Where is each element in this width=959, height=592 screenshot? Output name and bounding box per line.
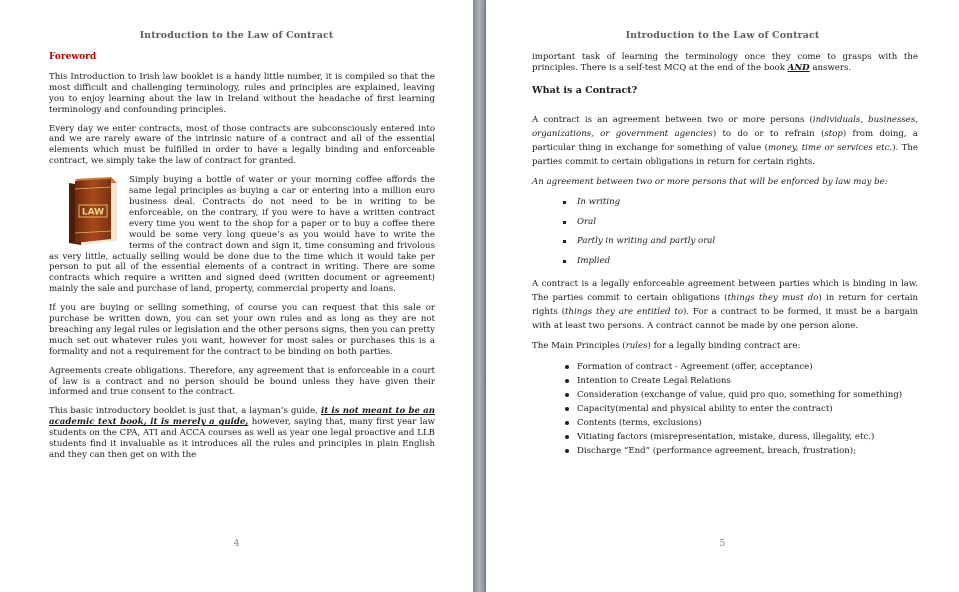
right-page-content — [532, 52, 918, 460]
right-page — [486, 0, 959, 592]
italic-text: things they must do — [727, 293, 819, 304]
paragraph-text: ) for a legally binding contract are: — [647, 341, 801, 352]
list-item: Contents (terms, exclusions) — [577, 418, 918, 429]
page-header: Introduction to the Law of Contract — [139, 30, 334, 41]
paragraph-text: ). For a contract to be formed, it must be a bargain with at least two persons. A contract cannot be made by one person alone. — [532, 307, 918, 332]
list-item: Intention to Create Legal Relations — [577, 376, 918, 387]
emphasis-text: it is not meant to be an academic text book, it is merely a guide, — [49, 406, 435, 428]
list-item: Capacity(mental and physical ability to enter the contract) — [577, 404, 918, 415]
paragraph — [49, 406, 435, 461]
list-item: Implied — [577, 256, 918, 267]
legal-paragraph — [532, 277, 918, 333]
list-item: Consideration (exchange of value, quid pro quo, something for something) — [577, 390, 918, 401]
paragraph-text: Simply buying a bottle of water or your morning coffee affords the same legal principles as buying a car or entering into a million euro business deal. Contracts do not need to be in writing to be enforceable, on the contrary, if you were to have a written contract every time you went to the shop for a paper or to buy a coffee there would be some very long queue’s as you would have to write the terms of the contract down and sign it, time consuming and frivolous as very little, actually selling would be done due to the time which it would take per person to put all of the essential elements of a contract in writing. There are some contracts which require a written and signed deed (written document or agreement) mainly the sale and purchase of land, property, commercial property and loans. — [49, 175, 435, 295]
enforced-line: An agreement between two or more persons that will be enforced by law may be: — [532, 176, 888, 187]
paragraph-text: The Main Principles ( — [532, 341, 626, 352]
law-book-icon — [61, 175, 121, 247]
paragraph-text: ) in return for certain rights ( — [532, 293, 919, 318]
list-item: In writing — [577, 197, 918, 208]
contract-forms-list — [532, 197, 918, 268]
page-gutter — [473, 0, 486, 592]
italic-text: rules — [625, 341, 648, 352]
principles-intro — [532, 341, 918, 352]
paragraph: If you are buying or selling something, of course you can request that this sale or purchase be written down, you can set your own rules and as long as they are not breaching any legal rules or legislation and the other persons signs, then you can pretty much set out whatever rules you want, however for most sales or purchases this is a formality and not a requirement for the contract to be binding on both parties. — [49, 303, 435, 357]
paragraph — [532, 52, 918, 74]
italic-text: stop — [824, 128, 843, 139]
paragraph-text: A contract is an agreement between two or more persons ( — [532, 114, 813, 125]
foreword-heading: Foreword — [49, 52, 97, 62]
italic-text: things they are entitled to — [564, 307, 683, 318]
list-item: Partly in writing and partly oral — [577, 236, 918, 247]
paragraph-text: ). The parties commit to certain obligations in return for certain rights. — [532, 142, 919, 167]
left-page-content — [49, 52, 435, 469]
law-book-label: LAW — [81, 207, 105, 218]
page-number: 5 — [719, 539, 726, 549]
page-header: Introduction to the Law of Contract — [625, 30, 820, 41]
paragraph-with-image — [49, 175, 435, 295]
italic-text: individuals, businesses, organizations, or government agencies — [532, 114, 919, 139]
page-number: 4 — [233, 539, 240, 549]
definition-paragraph — [532, 113, 918, 169]
principles-list — [532, 362, 918, 456]
paragraph-text: ) to do or to refrain ( — [712, 128, 825, 139]
list-item: Formation of contract - Agreement (offer, acceptance) — [577, 362, 918, 373]
list-item: Oral — [577, 217, 918, 228]
emphasis-and: AND — [787, 62, 810, 73]
list-item: Vitiating factors (misrepresentation, mistake, duress, illegality, etc.) — [577, 432, 918, 443]
section-heading: What is a Contract? — [532, 84, 638, 96]
paragraph-text: however, saying that, many first year law students on the CPA, ATI and ACCA courses as well as year one legal proactive and LLB students find it invaluable as it introduces all the rules and principles in plain English and they can then get on with the — [49, 417, 435, 460]
paragraph-text: answers. — [809, 62, 852, 73]
paragraph-text: ) from doing, a particular thing in exchange for something of value ( — [532, 128, 919, 153]
paragraph-text: important task of learning the terminology once they come to grasps with the principles. There is a self-test MCQ at the end of the book — [532, 52, 918, 73]
italic-text: money, time or services etc. — [767, 142, 893, 153]
left-page — [0, 0, 473, 592]
paragraph: Agreements create obligations. Therefore, any agreement that is enforceable in a court of law is a contract and no person should be bound unless they have given their informed and true consent to the contract. — [49, 365, 435, 398]
paragraph-text: A contract is a legally enforceable agreement between parties which is binding in law. The parties commit to certain obligations ( — [532, 279, 918, 304]
paragraph-text: This basic introductory booklet is just that, a layman’s guide, — [49, 406, 321, 417]
paragraph: This Introduction to Irish law booklet is a handy little number, it is compiled so that the most difficult and challenging terminology, rules and principles are explained, leaving you to enjoy learning about the law in Ireland without the headache of first learning terminology and confounding principles. — [49, 71, 435, 115]
list-item: Discharge “End” (performance agreement, breach, frustration); — [577, 446, 918, 457]
paragraph: Every day we enter contracts, most of those contracts are subconsciously entered into and we are rarely aware of the intrinsic nature of a contract and all of the essential elements which must be fulfilled in order to have a legally binding and enforceable contract, we simply take the law of contract for granted. — [49, 123, 435, 167]
